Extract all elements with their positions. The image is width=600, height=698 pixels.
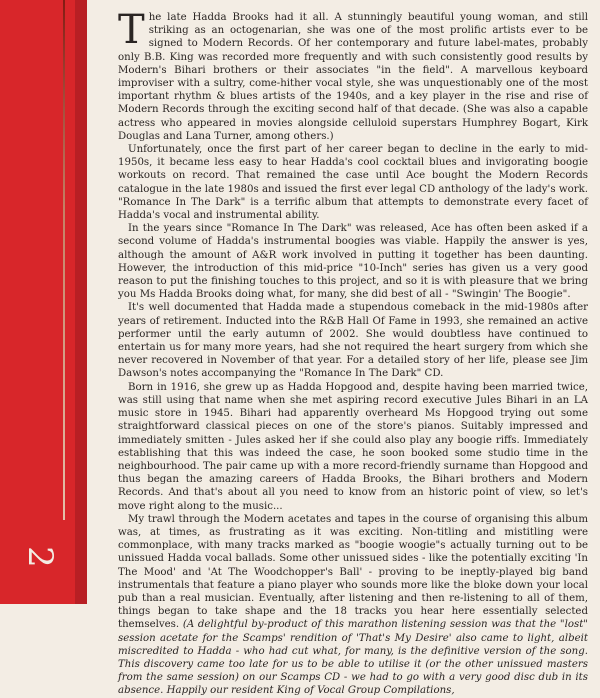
paragraph-6-text: My trawl through the Modern acetates and tapes in the course of organising this album was, at times, as frustrating as it was exciting. Non-titling and mistitling were commonplace, with many tracks marked as "boogie woogie"s actually turning out to be unissued Hadda vocal ballads. Some other unissued sides - like the potentially exciting 'In The Mood' and 'At The Woodchopper's Ball' - proving to be ineptly-played big band instrumentals that feature a piano player who sounds more like the bloke down your local pub than a real musician. Eventually, after listening and then re-listening to all of them, things began to take shape and the 18 tracks you hear here essentially selected themselves. <box>118 513 588 631</box>
drop-cap: T <box>118 7 145 53</box>
paragraph-5: Born in 1916, she grew up as Hadda Hopgood and, despite having been married twice, was still using that name when she met aspiring record executive Jules Bihari in an LA music store in 1945. Bihari had apparently overheard Ms Hopgood trying out some straightforward classical pieces on one of the store's pianos. Suitably impressed and immediately smitten - Jules asked her if she could also play any boogie riffs. Immediately establishing that this was indeed the case, he soon booked some studio time in the neighbourhood. The pair came up with a more record-friendly surname than Hopgood and thus began the amazing careers of Hadda Brooks, the Bihari brothers and Modern Records. And that's about all you need to know from an historic point of view, so let's move right along to the music... <box>118 381 588 512</box>
paragraph-3: In the years since "Romance In The Dark" was released, Ace has often been asked if a second volume of Hadda's instrumental boogies was viable. Happily the answer is yes, although the amount of A&R work involved in putting it together has been daunting. However, the introduction of this mid-price "10-Inch" series has given us a very good reason to put the finishing touches to this project, and so it is with pleasure that we bring you Ms Hadda Brooks doing what, for many, she did best of all - "Swingin' The Boogie". <box>118 223 588 301</box>
paragraph-4: It's well documented that Hadda made a stupendous comeback in the mid-1980s after years of retirement. Inducted into the R&B Hall Of Fame in 1993, she remained an active performer until the early autumn of 2002. She would doubtless have continued to entertain us for many more years, had she not required the heart surgery from which she never recovered in November of that year. For a detailed story of her life, please see Jim Dawson's notes accompanying the "Romance In The Dark" CD. <box>118 302 588 380</box>
paragraph-2: Unfortunately, once the first part of her career began to decline in the early to mid-1950s, it became less easy to hear Hadda's cool cocktail blues and invigorating boogie workouts on record. That remained the case until Ace bought the Modern Records catalogue in the late 1980s and issued the first ever legal CD anthology of the lady's work. "Romance In The Dark" is a terrific album that attempts to demonstrate every facet of Hadda's vocal and instrumental ability. <box>118 144 588 222</box>
article-body <box>118 7 588 697</box>
left-red-margin-edge <box>75 0 87 604</box>
page-number: 2 <box>20 546 60 568</box>
paragraph-6 <box>118 513 588 698</box>
paragraph-1 <box>118 7 588 143</box>
paragraph-1-text: he late Hadda Brooks had it all. A stunningly beautiful young woman, and still striking as an octogenarian, she was one of the most prolific artists ever to be signed to Modern Records. Of her contemporary and future label-mates, probably only B.B. King was recorded more frequently and with such consistently good results by Modern's Bihari brothers or their associates "in the field". A marvellous keyboard improviser with a sultry, come-hither vocal style, she was unquestionably one of the most important rhythm & blues artists of the 1940s, and a key player in the rise and rise of Modern Records through the exciting second half of that decade. (She was also a capable actress who appeared in movies alongside celluloid superstars Humphrey Bogart, Kirk Douglas and Lana Turner, among others.) <box>118 12 588 142</box>
paragraph-6-italic: (A delightful by-product of this marathon listening session was that the "lost" session acetate for the Scamps' rendition of 'That's My Desire' also came to light, albeit miscredited to Hadda - who had cut what, for many, is the definitive version of the song. This discovery came too late for us to be able to utilise it (or the other unissued masters from the same session) on our Scamps CD - we had to go with a very good disc dub in its absence. Happily our resident King of Vocal Group Compilations, <box>118 619 588 697</box>
vertical-decorative-stripe <box>63 0 65 520</box>
